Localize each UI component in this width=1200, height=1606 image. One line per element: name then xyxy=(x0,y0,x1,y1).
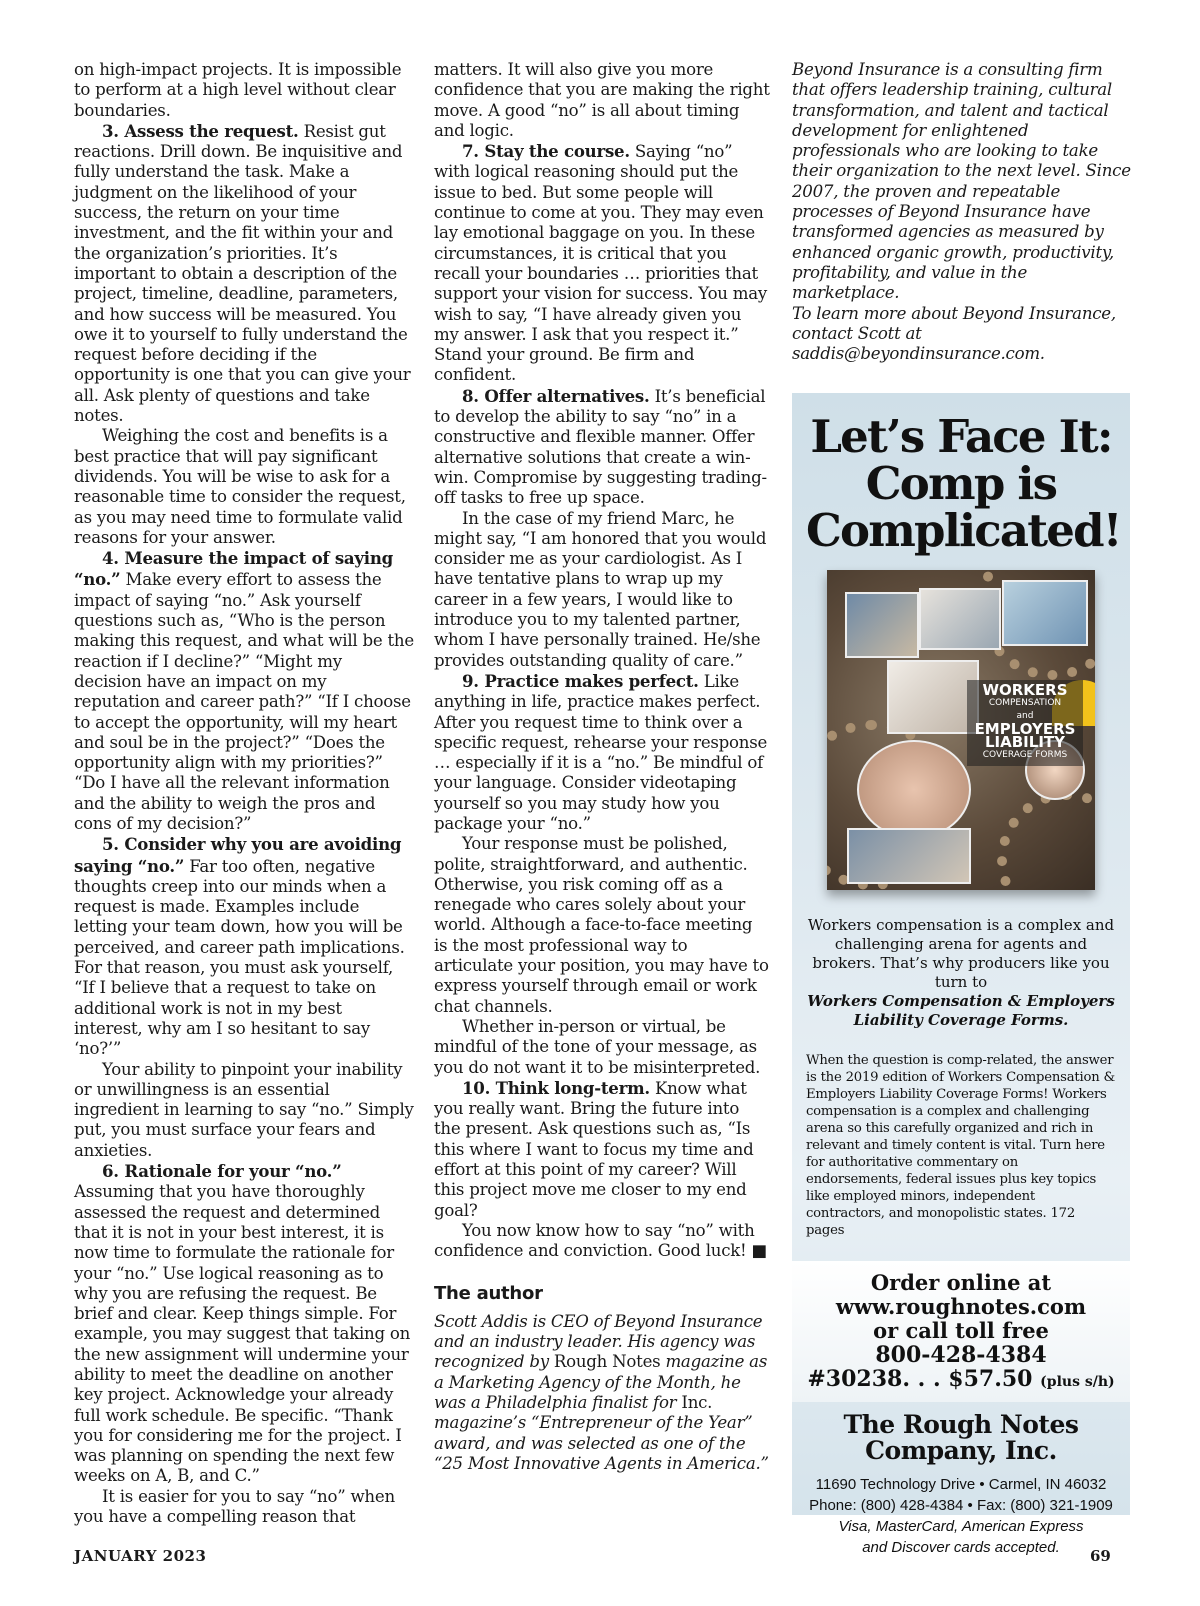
ad-headline-line: Complicated! xyxy=(806,504,1121,557)
ad-blurb xyxy=(806,916,1116,1030)
photo-signing xyxy=(919,588,1001,650)
book-title-line: WORKERS xyxy=(982,681,1068,699)
step-text: Resist gut reactions. Drill down. Be inquisitive and fully understand the task. Make a judgment on the likelihood of your success, the return on your time investment, and the fit within your and the organization’s priorities. It’s important to obtain a description of the project, timeline, deadline, parameters, and how success will be measured. You owe it to yourself to fully understand the request before deciding if the opportunity is one that you can give your all. Ask plenty of questions and take notes. xyxy=(74,121,411,426)
book-title-line: COMPENSATION xyxy=(988,698,1062,708)
paragraph: Your response must be polished, polite, straightforward, and authentic. Otherwise, you risk coming off as a renegade who cares solely about your world. Although a face-to-face meeting is the most professional way to articulate your position, you may have to express yourself through email or work chat channels. xyxy=(434,834,769,1016)
paragraph-step-7 xyxy=(434,141,770,386)
magazine-name: Inc. xyxy=(681,1393,713,1412)
magazine-name: Rough Notes xyxy=(553,1352,661,1372)
paragraph: on high-impact projects. It is impossible to perform at a high level without clear boundaries. xyxy=(74,60,402,120)
book-title-line: EMPLOYERS xyxy=(974,720,1076,738)
order-phone: 800-428-4384 xyxy=(875,1342,1047,1368)
ad-book-title: Workers Compensation & Employers Liability Coverage Forms. xyxy=(807,992,1115,1029)
ad-company-name xyxy=(806,1412,1116,1464)
paragraph: Whether in-person or virtual, be mindful of the tone of your message, as you do not want it to be misinterpreted. xyxy=(434,1016,761,1077)
company-address: 11690 Technology Drive • Carmel, IN 46032 xyxy=(815,1476,1107,1493)
step-heading: 3. Assess the request. xyxy=(102,120,299,141)
order-website[interactable]: www.roughnotes.com xyxy=(835,1294,1087,1319)
step-text: Saying “no” with logical reasoning should put the issue to bed. But some people will continue to come at you. They may even lay emotional baggage on you. In these circumstances, it is critical that you recall your boundaries … priorities that support your vision for success. You may wish to say, “I have already given you my answer. I ask that you respect it.” Stand your ground. Be firm and confident. xyxy=(434,142,768,385)
ad-headline xyxy=(806,410,1121,557)
step-heading: 6. Rationale for your “no.” xyxy=(102,1161,342,1182)
step-text: Far too often, negative thoughts creep into our minds when a request is made. Examples include letting your team down, how you will be perceived, and career path implications. For that reason, you must ask yourself, “If I believe that a request to take on additional work is not in my best interest, why am I so hesitant to say ‘no?’” xyxy=(74,856,405,1059)
footer-issue-date: JANUARY 2023 xyxy=(74,1547,207,1565)
book-title-line: LIABILITY xyxy=(985,733,1065,751)
author-bio-text: magazine as a Marketing Agency of the Month, he was a Philadelphia finalist for xyxy=(434,1352,768,1412)
photo-hand xyxy=(857,740,971,839)
ad-blurb-text: Workers compensation is a complex and challenging arena for agents and brokers. That’s why producers like you turn to xyxy=(807,916,1115,991)
photo-cast xyxy=(887,660,979,734)
step-text: It’s beneficial to develop the ability to say “no” in a constructive and flexible manner. Offer alternative solutions that create a win-win. Compromise by suggesting trading-off tasks to free up space. xyxy=(434,386,767,508)
ad-description: When the question is comp-related, the answer is the 2019 edition of Workers Compensation & Employers Liability Coverage Forms! Workers compensation is a complex and challenging arena so this carefully organized and rich in relevant and timely content is vital. Turn here for authoritative commentary on endorsements, federal issues plus key topics like employed minors, independent contractors, and monopolistic states. 172 pages xyxy=(806,1053,1116,1238)
paragraph: In the case of my friend Marc, he might say, “I am honored that you would consider me as your cardiologist. As I have tentative plans to wrap up my career in a few years, I would like to introduce you to my talented partner, whom I have personally trained. He/she provides outstanding quality of care.” xyxy=(434,508,767,670)
paragraph-step-3 xyxy=(74,121,414,426)
advertisement xyxy=(792,393,1130,1556)
book-title-line: and xyxy=(1016,711,1034,721)
company-phone: Phone: (800) 428-4384 • Fax: (800) 321-1909 xyxy=(809,1497,1113,1514)
paragraph: matters. It will also give you more confidence that you are making the right move. A good “no” is all about timing and logic. xyxy=(434,60,770,140)
ad-headline-line: Comp is xyxy=(865,457,1057,510)
paragraph: Weighing the cost and benefits is a best practice that will pay significant dividends. You will be wise to ask for a reasonable time to consider the request, as you may need time to formulate valid reasons for your answer. xyxy=(74,426,406,547)
paragraph-step-5 xyxy=(74,834,414,1059)
page-number: 69 xyxy=(1090,1547,1111,1565)
paragraph-step-4 xyxy=(74,548,414,834)
article-column-2 xyxy=(434,60,770,1474)
paragraph-step-8 xyxy=(434,386,770,509)
order-price: #30238. . . $57.50 xyxy=(807,1366,1033,1392)
step-heading: 7. Stay the course. xyxy=(462,141,630,162)
step-text: Assuming that you have thoroughly assessed the request and determined that it is not in your best interest, it is now time to formulate the rationale for your “no.” Use logical reasoning as to why you are refusing the request. Be brief and clear. Keep things simple. For example, you may suggest that taking on the new assignment will undermine your ability to meet the deadline on another key project. Acknowledge your already full work schedule. Be specific. “Thank you for considering me for the project. I was planning on spending the next few weeks on A, B, and C.” xyxy=(74,1182,411,1486)
gear-graphic xyxy=(997,790,1095,890)
book-title-line: COVERAGE FORMS xyxy=(982,750,1068,760)
step-heading: 9. Practice makes perfect. xyxy=(462,670,699,691)
step-text: Know what you really want. Bring the future into the present. Ask questions such as, “Is this where I want to focus my time and effort at this point of my career? Will this project move me closer to my end goal? xyxy=(434,1078,754,1220)
paragraph-step-9 xyxy=(434,671,770,834)
paragraph-step-10 xyxy=(434,1078,770,1221)
article-column-3 xyxy=(792,60,1132,364)
author-bio xyxy=(434,1312,770,1474)
payment-info: and Discover cards accepted. xyxy=(862,1539,1060,1556)
photo-people xyxy=(847,828,971,884)
book-title xyxy=(967,680,1083,766)
author-bio-text: Scott Addis is CEO of Beyond Insurance and an industry leader. His agency was recognized by xyxy=(434,1311,763,1372)
paragraph: Your ability to pinpoint your inability or unwillingness is an essential ingredient in learning to say “no.” Simply put, you must surface your fears and anxieties. xyxy=(74,1059,414,1160)
author-bio-text: magazine’s “Entrepreneur of the Year” award, and was selected as one of the “25 Most Innovative Agents in America.” xyxy=(434,1413,769,1473)
photo-team xyxy=(1002,580,1088,646)
book-cover-image xyxy=(827,570,1095,890)
order-line: or call toll free xyxy=(873,1318,1049,1343)
order-shipping: (plus s/h) xyxy=(1040,1374,1115,1390)
author-heading: The author xyxy=(434,1282,543,1304)
company-name-line: The Rough Notes xyxy=(843,1410,1079,1439)
paragraph-closing: You now know how to say “no” with confidence and conviction. Good luck! ■ xyxy=(434,1220,767,1261)
step-heading: 8. Offer alternatives. xyxy=(462,385,650,406)
order-line: Order online at xyxy=(870,1270,1052,1295)
company-description: Beyond Insurance is a consulting firm that offers leadership training, cultural transformation, and talent and tactical development for enlightened professionals who are looking to take their organization to the next level. Since 2007, the proven and repeatable processes of Beyond Insurance have transformed agencies as measured by enhanced organic growth, productivity, profitability, and value in the marketplace. xyxy=(792,60,1131,303)
step-heading: 10. Think long-term. xyxy=(462,1077,650,1098)
step-heading: 5. Consider why you are avoiding saying “no.” xyxy=(74,834,402,876)
ad-headline-line: Let’s Face It: xyxy=(810,410,1112,463)
ad-contact xyxy=(806,1474,1116,1558)
payment-info: Visa, MasterCard, American Express xyxy=(838,1518,1084,1535)
article-column-1 xyxy=(74,60,414,1527)
step-text: Make every effort to assess the impact of saying “no.” Ask yourself questions such as, “Who is the person making this request, and what will be the reaction if I decline?” “Might my decision have an impact on my reputation and career path?” “If I choose to accept the opportunity, will my heart and soul be in the project?” “Does the opportunity align with my priorities?” “Do I have all the relevant information and the ability to weigh the pros and cons of my decision?” xyxy=(74,570,414,833)
paragraph: It is easier for you to say “no” when you have a compelling reason that xyxy=(74,1486,395,1527)
ad-order-box xyxy=(792,1261,1130,1402)
company-name-line: Company, Inc. xyxy=(865,1436,1057,1465)
contact-info: To learn more about Beyond Insurance, contact Scott at saddis@beyondinsurance.com. xyxy=(792,303,1116,364)
step-text: Like anything in life, practice makes perfect. After you request time to think over a specific request, rehearse your response … especially if it is a “no.” Be mindful of your language. Consider videotaping yourself so you may study how you package your “no.” xyxy=(434,671,768,833)
step-heading: 4. Measure the impact of saying “no.” xyxy=(74,548,394,590)
photo-worker xyxy=(845,592,919,658)
paragraph-step-6 xyxy=(74,1161,414,1487)
